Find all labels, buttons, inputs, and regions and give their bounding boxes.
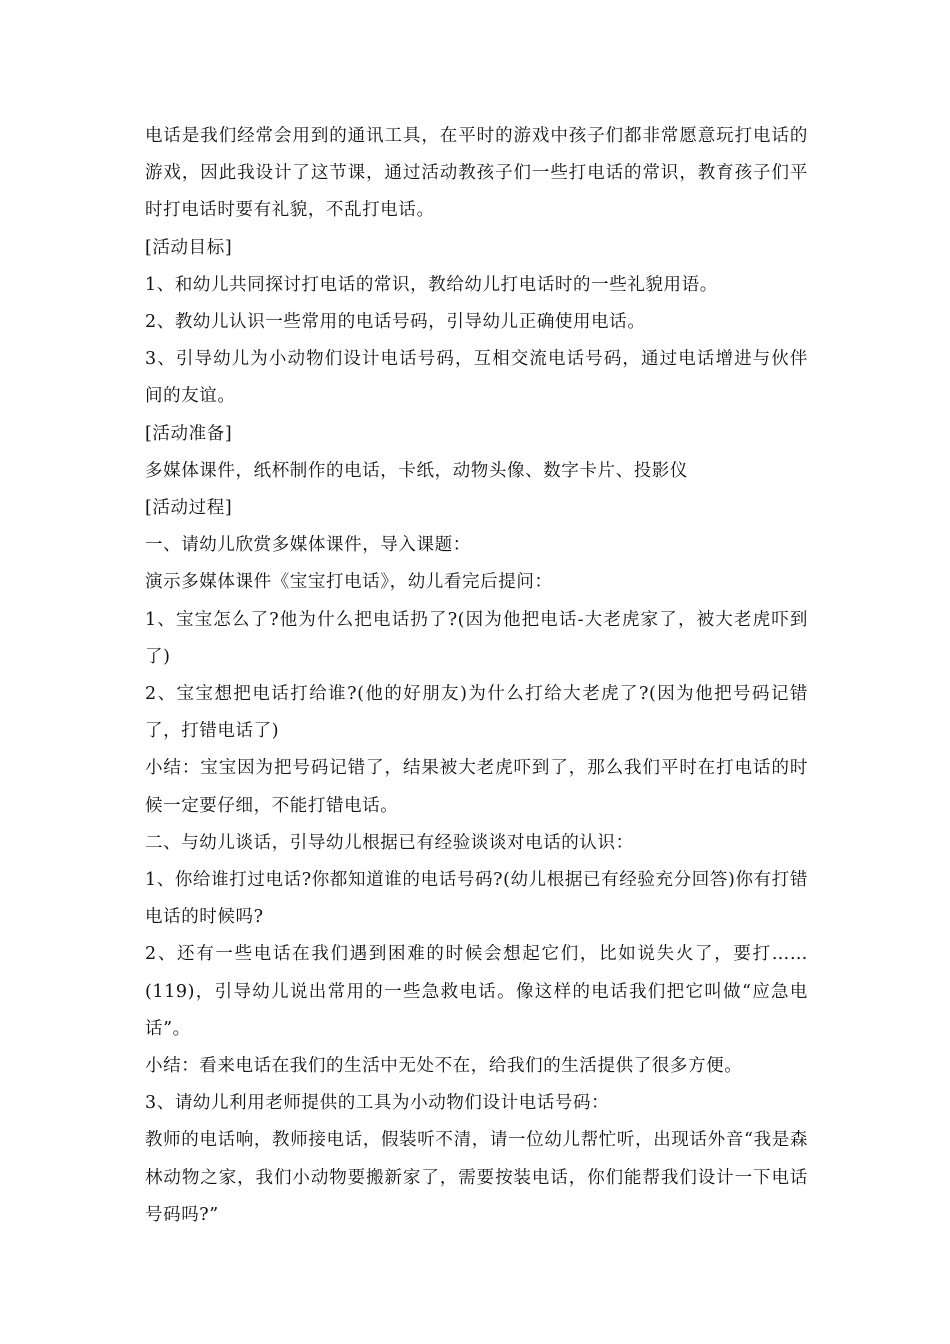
discussion-item-3: 3、请幼儿利用老师提供的工具为小动物们设计电话号码： (145, 1093, 610, 1114)
preparation-list: 多媒体课件，纸杯制作的电话，卡纸，动物头像、数字卡片、投影仪 (145, 460, 688, 481)
question-item-1: 1、宝宝怎么了?他为什么把电话扔了?(因为他把电话-大老虎家了，被大老虎吓到了) (145, 609, 808, 667)
question-item-2: 2、宝宝想把电话打给谁?(他的好朋友)为什么打给大老虎了?(因为他把号码记错了，打错电话了) (145, 684, 808, 742)
intro-paragraph: 电话是我们经常会用到的通讯工具，在平时的游戏中孩子们都非常愿意玩打电话的游戏，因此我设计了这节课，通过活动教孩子们一些打电话的常识，教育孩子们平时打电话时要有礼貌，不乱打电话。 (145, 126, 808, 221)
heading-activity-process: [活动过程] (145, 498, 233, 519)
process-step-2-title: 二、与幼儿谈话，引导幼儿根据已有经验谈谈对电话的认识： (145, 832, 634, 853)
summary-paragraph-1: 小结：宝宝因为把号码记错了，结果被大老虎吓到了，那么我们平时在打电话的时候一定要仔细，不能打错电话。 (145, 758, 808, 816)
discussion-item-2: 2、还有一些电话在我们遇到困难的时候会想起它们，比如说失火了，要打……(119)，引导幼儿说出常用的一些急救电话。像这样的电话我们把它叫做“应急电话”。 (145, 944, 808, 1039)
teacher-scenario-paragraph: 教师的电话响，教师接电话，假装听不清，请一位幼儿帮忙听，出现话外音“我是森林动物之家，我们小动物要搬新家了，需要按装电话，你们能帮我们设计一下电话号码吗?” (145, 1130, 808, 1225)
heading-activity-goals: [活动目标] (145, 237, 233, 258)
goal-item-2: 2、教幼儿认识一些常用的电话号码，引导幼儿正确使用电话。 (145, 312, 646, 333)
goal-item-3: 3、引导幼儿为小动物们设计电话号码，互相交流电话号码，通过电话增进与伙伴间的友谊。 (145, 349, 808, 407)
heading-activity-preparation: [活动准备] (145, 423, 233, 444)
document-body (145, 118, 808, 1234)
goal-item-1: 1、和幼儿共同探讨打电话的常识，教给幼儿打电话时的一些礼貌用语。 (145, 274, 718, 295)
summary-paragraph-2: 小结：看来电话在我们的生活中无处不在，给我们的生活提供了很多方便。 (145, 1056, 743, 1077)
discussion-item-1: 1、你给谁打过电话?你都知道谁的电话号码?(幼儿根据已有经验充分回答)你有打错电话的时候吗? (145, 870, 808, 928)
process-paragraph: 演示多媒体课件《宝宝打电话》，幼儿看完后提问： (145, 572, 553, 593)
process-step-1-title: 一、请幼儿欣赏多媒体课件，导入课题： (145, 535, 471, 556)
